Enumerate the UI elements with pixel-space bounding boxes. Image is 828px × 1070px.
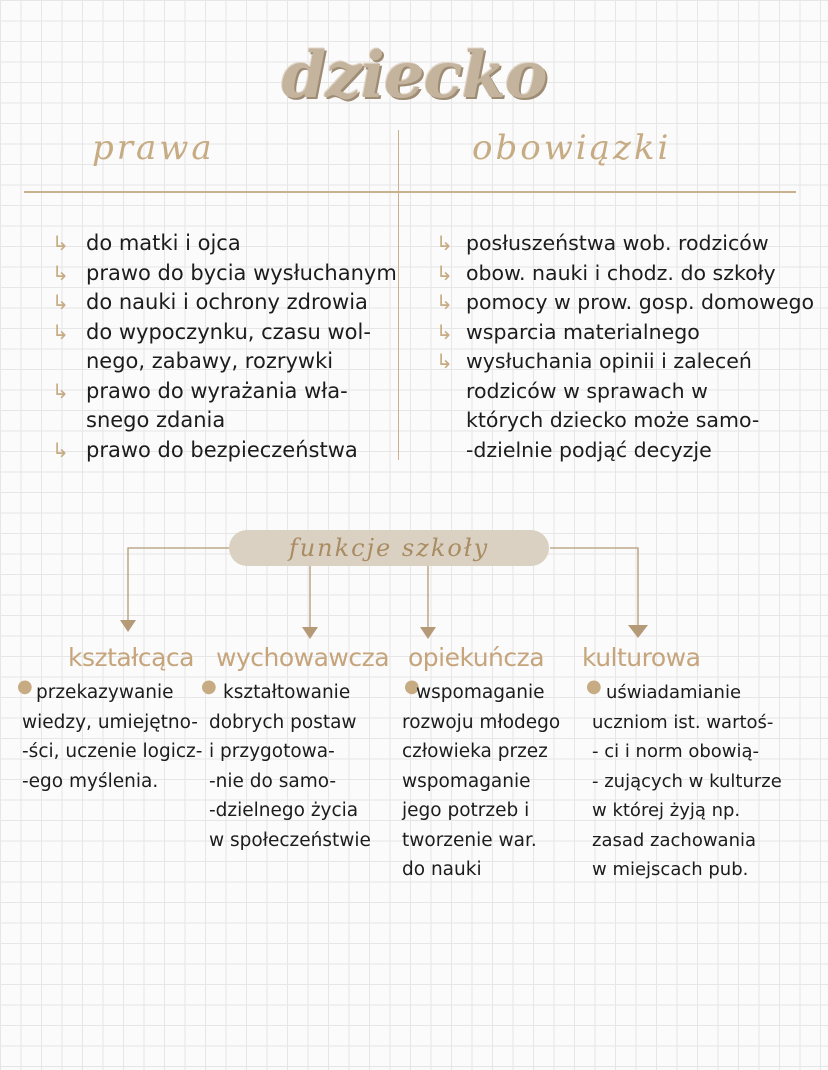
arrowhead-icon [120, 620, 136, 632]
list-item: ↳ obow. nauki i chodz. do szkoły [430, 259, 828, 289]
functions-heading: funkcje szkoły [288, 534, 490, 562]
function-description: uświadamianie uczniom ist. wartoś- - ci i norm obowią- - zujących w kulturze w której żyją np. zasad zachowania w miejscach pub. [592, 682, 782, 880]
arrow-icon: ↳ [52, 378, 69, 403]
list-item: ↳ do matki i ojca [46, 229, 401, 259]
arrow-icon: ↳ [436, 349, 453, 373]
list-item: ↳ posłuszeństwa wob. rodziców [430, 229, 828, 259]
function-name: kształcąca [68, 643, 194, 672]
connector-line-4 [550, 548, 638, 625]
arrow-icon: ↳ [436, 290, 453, 314]
bullet-icon: ● [404, 676, 420, 697]
duties-heading: obowiązki [472, 128, 672, 168]
bullet-icon: ● [586, 676, 602, 697]
list-item: ↳ prawo do bycia wysłuchanym [46, 259, 401, 289]
arrow-icon: ↳ [436, 319, 453, 344]
list-item: ↳ do wypoczynku, czasu wol- nego, zabawy, rozrywki [52, 319, 371, 373]
page-title: dziecko [281, 38, 547, 113]
function-name: opiekuńcza [408, 643, 545, 672]
list-item: ↳ prawo do wyrażania wła- snego zdania [52, 378, 348, 432]
arrowhead-icon [628, 625, 648, 638]
function-description: kształtowanie dobrych postaw i przygotowa- -nie do samo- -dzielnego życia w społeczeństwie [209, 682, 371, 851]
arrow-icon: ↳ [52, 437, 69, 462]
function-name: wychowawcza [216, 643, 390, 672]
list-item: ↳ prawo do bezpieczeństwa [46, 436, 401, 466]
arrow-icon: ↳ [52, 290, 69, 314]
arrow-icon: ↳ [52, 231, 69, 255]
function-description: wspomaganie rozwoju młodego człowieka przez wspomaganie jego potrzeb i tworzenie war. do nauki [402, 682, 561, 880]
rights-heading: prawa [92, 128, 215, 168]
function-description: przekazywanie wiedzy, umiejętno- -ści, uczenie logicz- -ego myślenia. [22, 682, 203, 792]
arrowhead-icon [420, 627, 436, 639]
list-item: ↳ do nauki i ochrony zdrowia [46, 288, 401, 318]
bullet-icon: ● [201, 676, 217, 697]
list-item: ↳ wsparcia materialnego [430, 318, 828, 348]
arrowhead-icon [302, 627, 318, 639]
list-item: ↳ pomocy w prow. gosp. domowego [430, 288, 828, 318]
arrow-icon: ↳ [52, 319, 69, 344]
arrow-icon: ↳ [52, 260, 69, 285]
list-item: ↳ wysłuchania opinii i zaleceń rodziców w sprawach w których dziecko może samo- -dzielnie podjąć decyzje [436, 349, 760, 462]
connector-line-1 [128, 548, 230, 620]
arrow-icon: ↳ [436, 231, 453, 255]
bullet-icon: ● [17, 676, 33, 697]
function-name: kulturowa [582, 643, 701, 672]
arrow-icon: ↳ [436, 260, 453, 285]
